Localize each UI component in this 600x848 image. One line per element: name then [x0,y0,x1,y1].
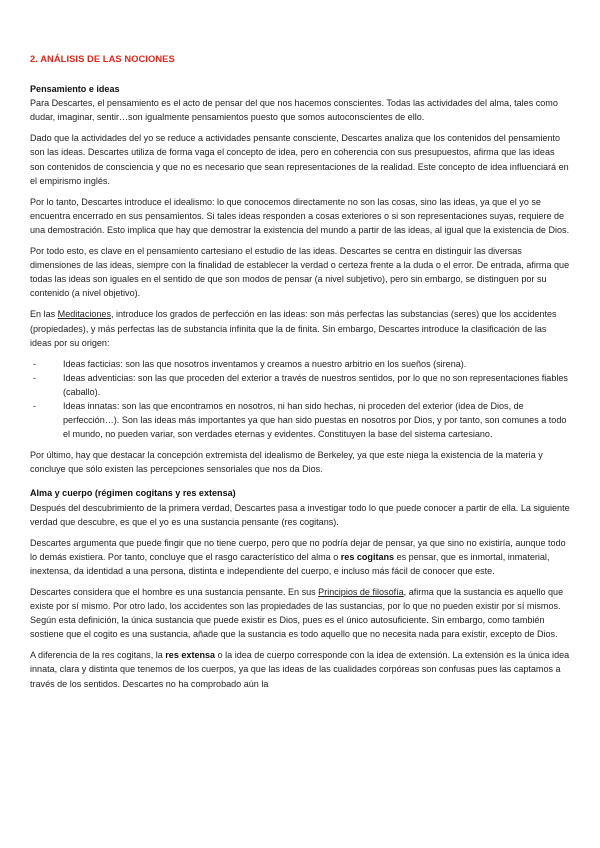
text-span: Descartes argumenta que puede fingir que no tiene cuerpo, pero que no podría dejar de pensar, ya que sino no existiría, aunque todo lo demás existiera. Por tanto, concluye que el rasgo característico del alma o [30,537,566,562]
subsection-title-alma: Alma y cuerpo (régimen cogitans y res extensa) [30,488,236,499]
paragraph [30,307,570,349]
text-span: A diferencia de la res cogitans, la [30,650,166,661]
paragraph: Después del descubrimiento de la primera verdad, Descartes pasa a investigar todo lo que puede conocer a partir de ella. La siguiente verdad que descubre, es que el yo es una sustancia pensante (res cogitans). [30,502,570,527]
principios-link[interactable]: Principios de filosofía [318,587,404,597]
bold-term: res extensa [165,650,216,661]
subsection-title-pensamiento: Pensamiento e ideas [30,84,120,95]
meditaciones-link[interactable]: Meditaciones [57,309,111,320]
paragraph [30,585,570,641]
text-span: es pensar, que es inmortal, inmaterial, inextensa, da identidad a una persona, distinta e independiente del cuerpo, e incluso más fácil de conocer que este. [30,551,550,576]
list-item [30,399,570,441]
section-heading: 2. ANÁLISIS DE LAS NOCIONES [30,53,175,64]
text-span: En las [30,309,58,320]
paragraph [30,648,570,690]
paragraph [30,536,570,578]
list-item-text: Ideas innatas: son las que encontramos en nosotros, ni han sido hechas, ni proceden del exterior (idea de Dios, de perfección…). Son las ideas más importantes ya que han sido puestas en nosotros por Dios, y por tanto, son comunes a todo el mundo, no pueden variar, son verdades eternas y evidentes. Constituyen la base del sistema cartesiano. [63,400,567,440]
paragraph: Dado que la actividades del yo se reduce a actividades pensante consciente, Descartes analiza que los contenidos del pensamiento son las ideas. Descartes utiliza de forma vaga el concepto de idea, pero en coherencia con sus presupuestos, afirma que las ideas son contenidos de consciencia y que no es necesario que sean representaciones de la realidad. Este concepto de idea influenciará en el empirismo inglés. [30,133,569,186]
text-span: o la idea de cuerpo corresponde con la idea de extensión. La extensión es la única idea innata, clara y distinta que tenemos de los cuerpos, ya que las ideas de las cualidades corpóreas son confusas pues las captamos a través de los sentidos. Descartes no ha comprobado aún la [30,650,570,689]
dash-bullet: - [33,358,37,369]
dash-bullet: - [33,400,37,411]
paragraph: Por último, hay que destacar la concepción extremista del idealismo de Berkeley, ya que este niega la existencia de la materia y concluye que sólo existen las percepciones sensoriales que nos da Dios. [30,450,543,475]
ideas-list [30,357,570,442]
bold-term: res cogitans [340,551,395,562]
text-span: , introduce los grados de perfección en las ideas: son más perfectas las substancias (seres) que los accidentes (propiedades), y más perfectas las de substancia infinita que la de finita. Sin embargo, Descartes introduce la clasificación de las ideas por su origen: [30,309,557,348]
paragraph: Para Descartes, el pensamiento es el acto de pensar del que nos hacemos conscientes. Todas las actividades del alma, tales como dudar, imaginar, sentir…son igualmente pensamientos puesto que somos autoconscientes de ello. [30,98,558,123]
list-item-text: Ideas facticias: son las que nosotros inventamos y creamos a nuestro arbitrio en los sueños (sirena). [63,358,467,369]
paragraph: Por lo tanto, Descartes introduce el idealismo: lo que conocemos directamente no son las cosas, sino las ideas, ya que el yo se encuentra encerrado en sus pensamientos. Si tales ideas responden a cosas exteriores o si son representaciones suyas, requiere de una demostración. Esto implica que hay que demostrar la existencia del mundo a partir de las ideas, al igual que la existencia de Dios. [30,196,570,235]
text-span: Descartes considera que el hombre es una sustancia pensante. En sus [30,587,319,597]
paragraph: Por todo esto, es clave en el pensamiento cartesiano el estudio de las ideas. Descartes se centra en distinguir las diversas dimensiones de las ideas, siempre con la finalidad de establecer la verdad o certeza frente a la duda o el error. De entrada, afirma que todas las ideas son iguales en el sentido de que son modos de pensar (a nivel subjetivo), pero sin embargo, se distinguen por su contenido (a nivel objetivo). [30,246,570,299]
text-span: , afirma que la sustancia es aquello que existe por sí mismo. Por otro lado, los accidentes son las propiedades de las sustancias, por lo que no pueden existir por sí mismos. Según esta definición, la única sustancia que puede existir es Dios, pues es el único autosuficiente. Sin embargo, como también sostiene que el cogito es una sustancia, añade que la sustancia es todo aquello que no necesita nada para existir, excepto de Dios. [30,587,564,640]
list-item-text: Ideas adventicias: son las que proceden del exterior a través de nuestros sentidos, por lo que no son representaciones fiables (caballo). [63,372,568,397]
list-item [30,371,570,399]
dash-bullet: - [33,372,37,383]
list-item [30,357,570,371]
